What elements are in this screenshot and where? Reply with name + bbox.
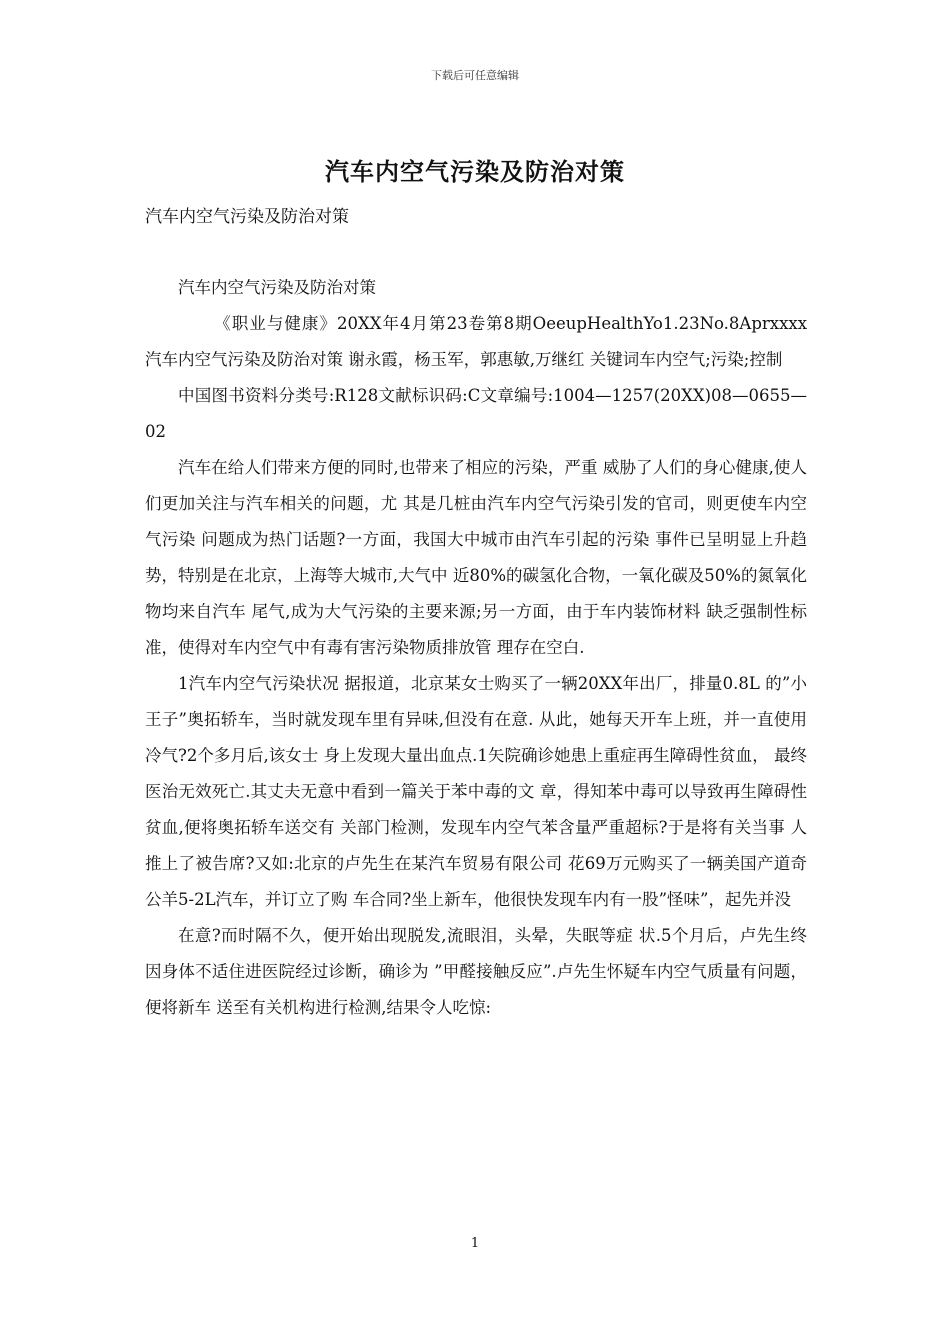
document-title: 汽车内空气污染及防治对策 — [325, 157, 625, 186]
body-paragraph-intro: 汽车在给人们带来方便的同时,也带来了相应的污染，严重 威胁了人们的身心健康,使人们更加关注与汽车相关的问题，尤 其是几桩由汽车内空气污染引发的官司，则更使车内空气污染 问题成为热门话题?一方面，我国大中城市由汽车引起的污染 事件已呈明显上升趋势，特别是在北京，上海等大城市,大气中 近80%的碳氢化合物，一氧化碳及50%的氮氧化物均来自汽车 尾气,成为大气污染的主要来源;另一方面，由于车内装饰材料 缺乏强制性标准，使得对车内空气中有毒有害污染物质排放管 理存在空白. — [145, 458, 807, 657]
document-subtitle: 汽车内空气污染及防治对策 — [145, 207, 349, 227]
document-body — [145, 270, 807, 1026]
body-paragraph-heading: 汽车内空气污染及防治对策 — [178, 278, 376, 297]
header-note: 下载后可任意编辑 — [431, 69, 519, 82]
body-paragraph-classification: 中国图书资料分类号:R128文献标识码:C文章编号:1004—1257(20XX)08—0655— 02 — [145, 386, 807, 441]
body-paragraph-section-1: 1汽车内空气污染状况 据报道，北京某女士购买了一辆20XX年出厂，排量0.8L 的”小王子”奥拓轿车，当时就发现车里有异味,但没有在意. 从此，她每天开车上班，并一直使用冷气?2个多月后,该女士 身上发现大量出血点.1矢院确诊她患上重症再生障碍性贫血， 最终医治无效死亡.其丈夫无意中看到一篇关于苯中毒的文 章，得知苯中毒可以导致再生障碍性贫血,便将奥拓轿车送交有 关部门检测，发现车内空气苯含量严重超标?于是将有关当事 人推上了被告席?又如:北京的卢先生在某汽车贸易有限公司 花69万元购买了一辆美国产道奇公羊5-2L汽车，并订立了购 车合同?坐上新车，他很快发现车内有一股”怪味”，起先并没 — [145, 674, 807, 909]
body-paragraph-continuation: 在意?而时隔不久，便开始出现脱发,流眼泪，头晕，失眠等症 状.5个月后，卢先生终因身体不适住进医院经过诊断，确诊为 ”甲醛接触反应”.卢先生怀疑车内空气质量有问题，便将新车 送至有关机构进行检测,结果令人吃惊: — [145, 926, 807, 1017]
body-paragraph-citation: 《职业与健康》20XX年4月第23卷第8期OeeupHealthYo1.23No.8Aprxxxx 汽车内空气污染及防治对策 谢永霞，杨玉军，郭惠敏,万继红 关键词车内空气;污染;控制 — [145, 314, 807, 369]
page-number: 1 — [470, 1236, 480, 1251]
